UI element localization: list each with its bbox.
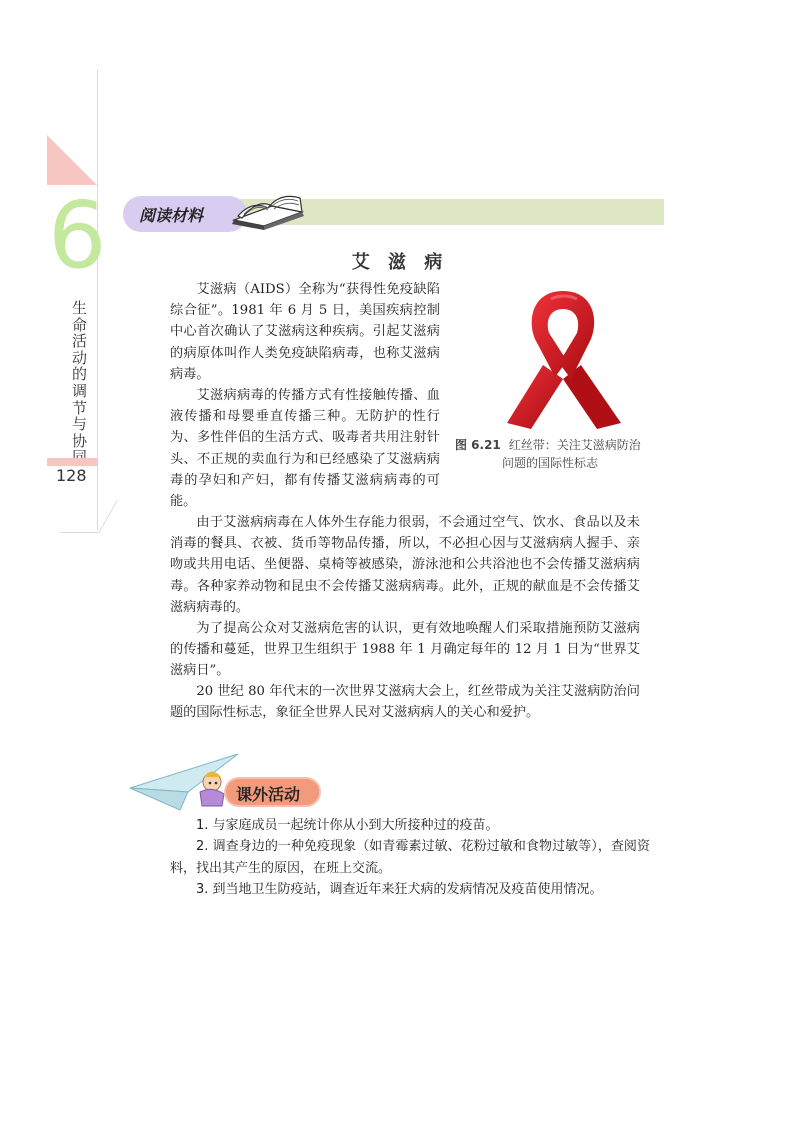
activity-item: 2. 调查身边的一种免疫现象（如青霉素过敏、花粉过敏和食物过敏等），查阅资料，找出其产生的原因，在班上交流。 [170,839,650,876]
margin-rule [97,70,98,530]
page-number: 128 [56,466,87,485]
figure-caption-line1: 红丝带：关注艾滋病防治 [508,438,641,452]
article-paragraph: 艾滋病（AIDS）全称为“获得性免疫缺陷综合征”。1981 年 6 月 5 日，美国疾病控制中心首次确认了艾滋病这种疾病。引起艾滋病的病原体叫作人类免疫缺陷病毒，也称艾滋病病毒。 [170,282,440,382]
red-ribbon-icon [493,283,633,431]
margin-corner-decoration [47,135,97,185]
article-paragraph: 艾滋病病毒的传播方式有性接触传播、血液传播和母婴垂直传播三种。无防护的性行为、多性伴侣的生活方式、吸毒者共用注射针头、不正规的卖血行为和已经感染了艾滋病病毒的孕妇和产妇，都有传播艾滋病病毒的可能。 [170,388,440,510]
reading-header-label: 阅读材料 [139,206,204,225]
figure-caption-line2: 问题的国际性标志 [502,456,599,470]
chapter-number: 6 [48,182,107,289]
figure-number: 图 6.21 [455,438,501,452]
article-paragraph: 20 世纪 80 年代末的一次世界艾滋病大会上，红丝带成为关注艾滋病防治问题的国际性标志，象征全世界人民对艾滋病病人的关心和爱护。 [170,684,640,721]
article-paragraph: 为了提高公众对艾滋病危害的认识，更有效地唤醒人们采取措施预防艾滋病的传播和蔓延，世界卫生组织于 1988 年 1 月确定每年的 12 月 1 日为“世界艾滋病日”。 [170,621,640,679]
activity-item: 3. 到当地卫生防疫站，调查近年来狂犬病的发病情况及疫苗使用情况。 [196,882,603,897]
article-title: 艾 滋 病 [351,252,449,273]
figure-caption [455,436,645,472]
book-icon [228,186,308,232]
chapter-title: 生命活动的调节与协 [72,299,88,450]
page-number-bar [47,458,97,466]
margin-fold-decoration [60,500,118,533]
activity-item: 1. 与家庭成员一起统计你从小到大所接种过的疫苗。 [196,818,499,833]
article-paragraph: 由于艾滋病病毒在人体外生存能力很弱，不会通过空气、饮水、食品以及未消毒的餐具、衣被、货币等物品传播，所以，不必担心因与艾滋病病人握手、亲吻或共用电话、坐便器、桌椅等被感染，游泳池和公共浴池也不会传播艾滋病病毒。各种家养动物和昆虫不会传播艾滋病病毒。此外，正规的献血是不会传播艾滋病病毒的。 [170,515,640,615]
activity-header-label: 课外活动 [236,785,301,804]
